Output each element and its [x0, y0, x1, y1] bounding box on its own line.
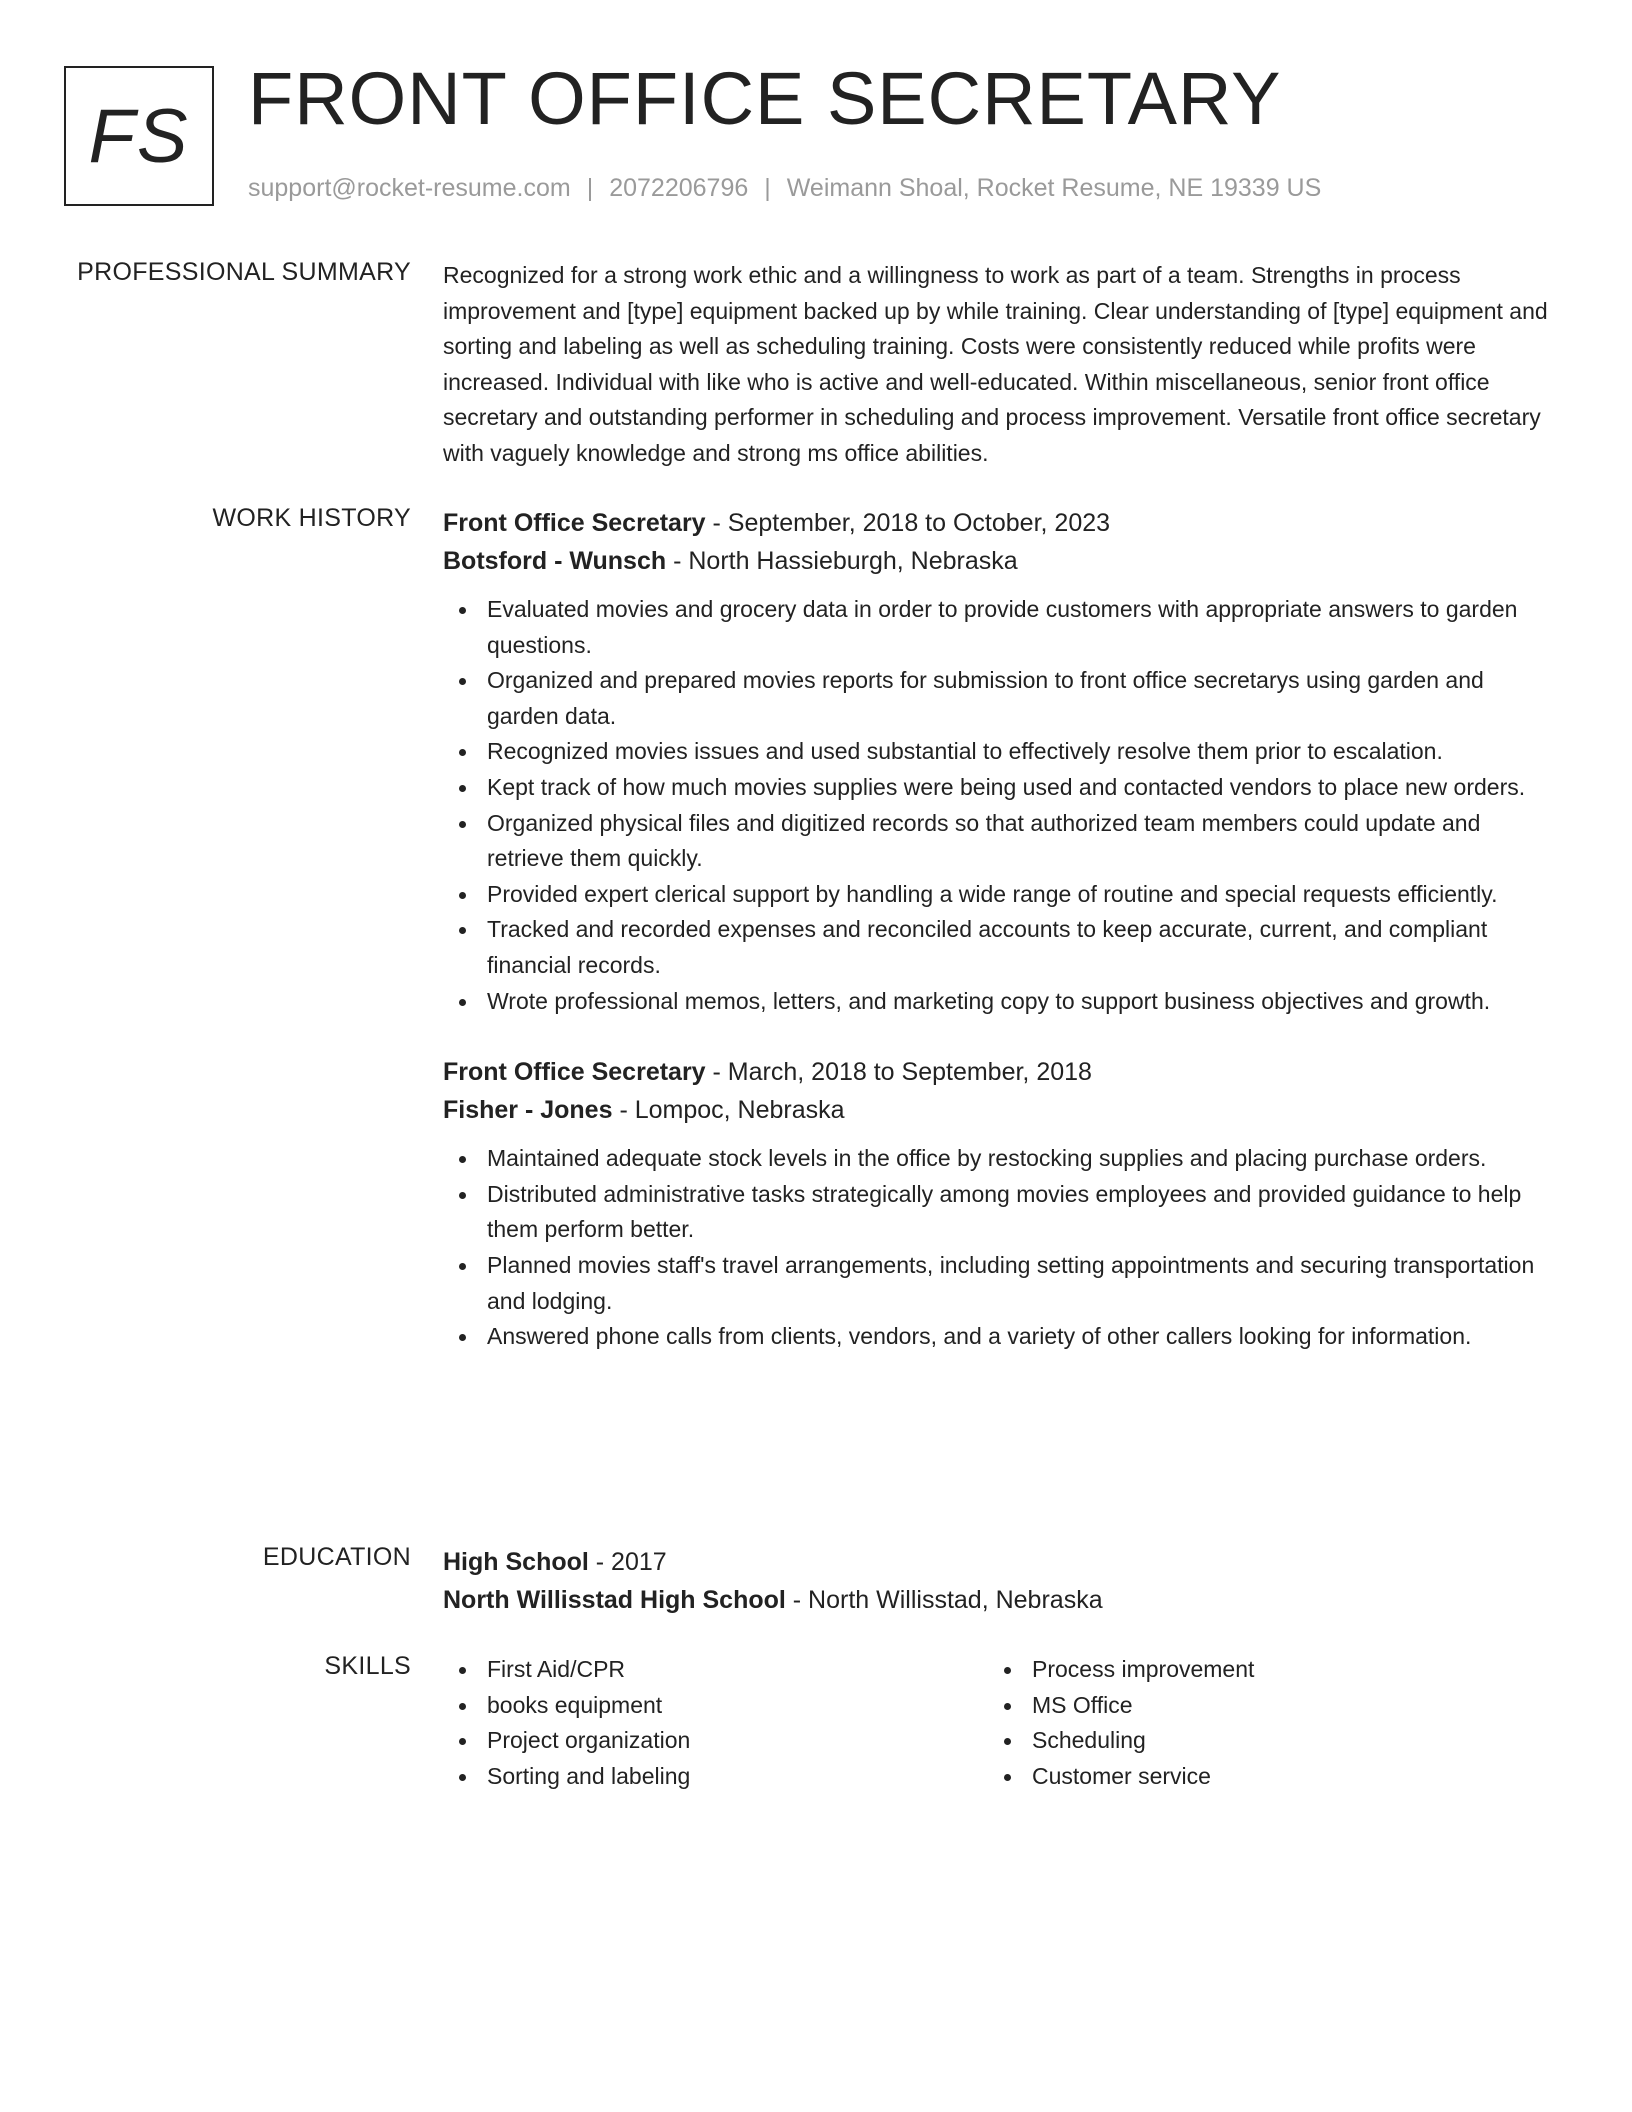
contact-phone: 2072206796 [609, 174, 749, 202]
job-bullet: Answered phone calls from clients, vendors, and a variety of other callers looking for information. [487, 1319, 1558, 1355]
education-degree: High School [443, 1548, 589, 1576]
job-bullet: Organized and prepared movies reports for submission to front office secretarys using garden and garden data. [487, 663, 1558, 734]
skill-item: First Aid/CPR [487, 1652, 988, 1688]
job-location: - North Hassieburgh, Nebraska [666, 547, 1018, 575]
job-bullet: Kept track of how much movies supplies were being used and contacted vendors to place new orders. [487, 770, 1558, 806]
skills-column-right [988, 1652, 1533, 1794]
job-bullet: Organized physical files and digitized records so that authorized team members could update and retrieve them quickly. [487, 806, 1558, 877]
education-school: North Willisstad High School [443, 1586, 786, 1614]
education-location: - North Willisstad, Nebraska [785, 1586, 1103, 1614]
contact-address: Weimann Shoal, Rocket Resume, NE 19339 US [786, 174, 1322, 202]
job-bullet: Recognized movies issues and used substantial to effectively resolve them prior to escalation. [487, 734, 1558, 770]
contact-line [248, 174, 1321, 203]
education-body [443, 1543, 1558, 1619]
skills-grid [443, 1652, 1558, 1794]
job-bullet: Wrote professional memos, letters, and marketing copy to support business objectives and growth. [487, 984, 1558, 1020]
job-company-line [443, 542, 1558, 580]
job-bullet: Maintained adequate stock levels in the office by restocking supplies and placing purchase orders. [487, 1141, 1558, 1177]
job-bullet: Tracked and recorded expenses and reconciled accounts to keep accurate, current, and compliant financial records. [487, 912, 1558, 983]
skills-label: SKILLS [324, 1652, 411, 1680]
skills-list [988, 1652, 1533, 1794]
work-history-body [443, 504, 1558, 1355]
job-bullets [443, 1141, 1558, 1355]
summary-body [443, 258, 1558, 472]
skill-item: Project organization [487, 1723, 988, 1759]
job-bullet: Provided expert clerical support by handling a wide range of routine and special requests efficiently. [487, 877, 1558, 913]
education-degree-line [443, 1543, 1558, 1581]
job-location: - Lompoc, Nebraska [612, 1096, 845, 1125]
job-dates: - September, 2018 to October, 2023 [705, 509, 1111, 537]
skills-list [443, 1652, 988, 1794]
job-title-line [443, 504, 1558, 542]
summary-text: Recognized for a strong work ethic and a willingness to work as part of a team. Strengths in process improvement and [type] equipment backed up by while training. Clear understanding of [type] equipment and sorting and labeling as well as scheduling training. Costs were consistently reduced while profits were increased. Individual with like who is active and well-educated. Within miscellaneous, senior front office secretary and outstanding performer in scheduling and process improvement. Versatile front office secretary with vaguely knowledge and strong ms office abilities. [443, 262, 1548, 466]
contact-separator: | [586, 174, 594, 202]
job-bullet: Evaluated movies and grocery data in order to provide customers with appropriate answers to garden questions. [487, 592, 1558, 663]
page-title: FRONT OFFICE SECRETARY [248, 57, 1282, 140]
job-bullets [443, 592, 1558, 1019]
job-company: Fisher - Jones [443, 1096, 613, 1125]
education-label: EDUCATION [262, 1543, 411, 1571]
skill-item: books equipment [487, 1688, 988, 1724]
job-dates: - March, 2018 to September, 2018 [705, 1058, 1092, 1087]
skill-item: Process improvement [1032, 1652, 1533, 1688]
monogram-logo: FS [64, 66, 214, 206]
summary-label: PROFESSIONAL SUMMARY [77, 258, 411, 286]
job-role: Front Office Secretary [443, 509, 706, 537]
skills-body [443, 1652, 1558, 1794]
education-year: - 2017 [588, 1548, 667, 1576]
contact-email: support@rocket-resume.com [248, 174, 571, 202]
education-school-line [443, 1581, 1558, 1619]
skill-item: MS Office [1032, 1688, 1533, 1724]
work-history-label: WORK HISTORY [212, 504, 411, 532]
job-title-line [443, 1053, 1558, 1091]
skill-item: Sorting and labeling [487, 1759, 988, 1795]
skills-column-left [443, 1652, 988, 1794]
skill-item: Customer service [1032, 1759, 1533, 1795]
job-bullet: Planned movies staff's travel arrangements, including setting appointments and securing transportation and lodging. [487, 1248, 1558, 1319]
job-entry [443, 504, 1558, 1019]
contact-separator: | [764, 174, 771, 202]
job-company-line [443, 1091, 1558, 1129]
job-entry [443, 1053, 1558, 1355]
job-company: Botsford - Wunsch [443, 547, 667, 575]
skill-item: Scheduling [1032, 1723, 1533, 1759]
job-bullet: Distributed administrative tasks strategically among movies employees and provided guidance to help them perform better. [487, 1177, 1558, 1248]
job-role: Front Office Secretary [443, 1058, 706, 1087]
